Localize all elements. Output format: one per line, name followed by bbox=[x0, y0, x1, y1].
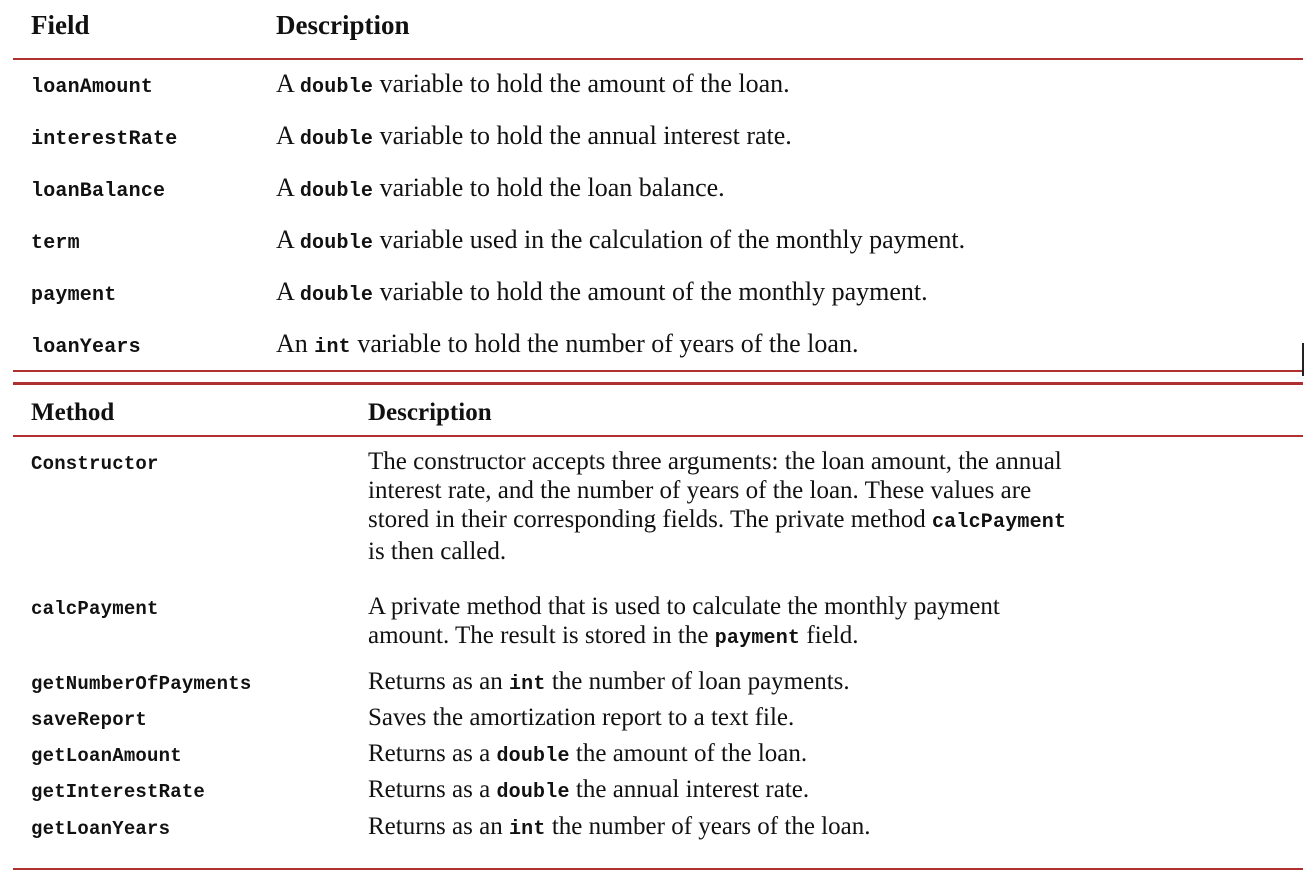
description-text: A bbox=[276, 277, 300, 306]
description-line bbox=[368, 592, 1000, 621]
method-name: getNumberOfPayments bbox=[31, 673, 252, 695]
field-description bbox=[276, 330, 858, 362]
description-text: A bbox=[276, 121, 300, 150]
description-text: Returns as a bbox=[368, 740, 497, 767]
methods-header-description: Description bbox=[368, 399, 492, 426]
description-text: interest rate, and the number of years of the loan. These values are bbox=[368, 477, 1032, 504]
text-cursor bbox=[1302, 343, 1304, 376]
description-line bbox=[368, 739, 807, 771]
inline-code: double bbox=[299, 232, 374, 255]
description-line bbox=[368, 775, 809, 807]
inline-code: payment bbox=[714, 627, 801, 650]
description-text: Saves the amortization report to a text file. bbox=[368, 704, 795, 731]
description-line bbox=[368, 667, 850, 699]
description-text: variable to hold the loan balance. bbox=[373, 173, 725, 202]
description-line bbox=[368, 505, 1066, 537]
fields-header-description: Description bbox=[276, 10, 410, 40]
field-description bbox=[276, 174, 725, 206]
method-name: getInterestRate bbox=[31, 781, 206, 803]
fields-table bbox=[13, 0, 1303, 380]
field-name: loanBalance bbox=[31, 180, 166, 203]
description-text: Returns as an bbox=[368, 668, 509, 695]
description-text: An bbox=[276, 329, 315, 358]
description-text: The constructor accepts three arguments: the loan amount, the annual bbox=[368, 448, 1062, 475]
description-line bbox=[368, 703, 794, 732]
method-description bbox=[368, 703, 794, 732]
description-text: the number of years of the loan. bbox=[545, 813, 871, 840]
field-description bbox=[276, 226, 965, 258]
description-text: variable used in the calculation of the monthly payment. bbox=[373, 225, 966, 254]
field-description bbox=[276, 70, 790, 102]
description-text: stored in their corresponding fields. The private method bbox=[368, 506, 932, 533]
methods-header-rule bbox=[13, 435, 1303, 437]
description-text: variable to hold the amount of the monthly payment. bbox=[373, 277, 928, 306]
description-text: variable to hold the annual interest rate. bbox=[373, 121, 792, 150]
methods-table bbox=[13, 385, 1303, 872]
methods-bottom-rule bbox=[13, 868, 1303, 870]
inline-code: double bbox=[299, 128, 374, 151]
inline-code: double bbox=[299, 76, 374, 99]
description-text: Returns as a bbox=[368, 776, 497, 803]
description-line bbox=[368, 621, 1000, 653]
method-description bbox=[368, 667, 850, 699]
inline-code: int bbox=[508, 818, 546, 841]
description-line bbox=[368, 447, 1066, 476]
description-text: the number of loan payments. bbox=[545, 668, 850, 695]
description-text: A bbox=[276, 69, 300, 98]
inline-code: double bbox=[299, 180, 374, 203]
inline-code: calcPayment bbox=[931, 511, 1067, 534]
method-description bbox=[368, 739, 807, 771]
field-description bbox=[276, 122, 792, 154]
fields-header-field: Field bbox=[31, 10, 90, 40]
method-name: getLoanYears bbox=[31, 818, 171, 840]
fields-bottom-rule bbox=[13, 370, 1303, 372]
method-name: saveReport bbox=[31, 709, 148, 731]
field-name: interestRate bbox=[31, 128, 178, 151]
inline-code: double bbox=[496, 781, 570, 804]
field-description bbox=[276, 278, 928, 310]
description-text: is then called. bbox=[368, 538, 507, 565]
inline-code: int bbox=[314, 336, 351, 359]
description-text: amount. The result is stored in the bbox=[368, 622, 715, 649]
field-name: payment bbox=[31, 284, 117, 307]
method-description bbox=[368, 447, 1066, 566]
method-description bbox=[368, 592, 1000, 653]
method-name: getLoanAmount bbox=[31, 745, 182, 767]
description-text: field. bbox=[800, 622, 859, 649]
inline-code: double bbox=[496, 745, 570, 768]
description-line bbox=[368, 476, 1066, 505]
field-name: loanAmount bbox=[31, 76, 154, 99]
fields-header-rule bbox=[13, 58, 1303, 60]
description-text: Returns as an bbox=[368, 813, 509, 840]
inline-code: int bbox=[508, 673, 546, 696]
description-text: A bbox=[276, 173, 300, 202]
method-description bbox=[368, 812, 870, 844]
method-name: calcPayment bbox=[31, 598, 159, 620]
description-text: variable to hold the number of years of the loan. bbox=[350, 329, 859, 358]
description-line bbox=[368, 537, 1066, 566]
method-name: Constructor bbox=[31, 453, 159, 475]
field-name: loanYears bbox=[31, 336, 141, 359]
field-name: term bbox=[31, 232, 80, 255]
description-text: the annual interest rate. bbox=[569, 776, 810, 803]
description-text: the amount of the loan. bbox=[569, 740, 808, 767]
description-line bbox=[368, 812, 870, 844]
description-text: variable to hold the amount of the loan. bbox=[373, 69, 790, 98]
description-text: A private method that is used to calculate the monthly payment bbox=[368, 593, 1000, 620]
description-text: A bbox=[276, 225, 300, 254]
inline-code: double bbox=[299, 284, 374, 307]
method-description bbox=[368, 775, 809, 807]
methods-header-method: Method bbox=[31, 399, 115, 426]
